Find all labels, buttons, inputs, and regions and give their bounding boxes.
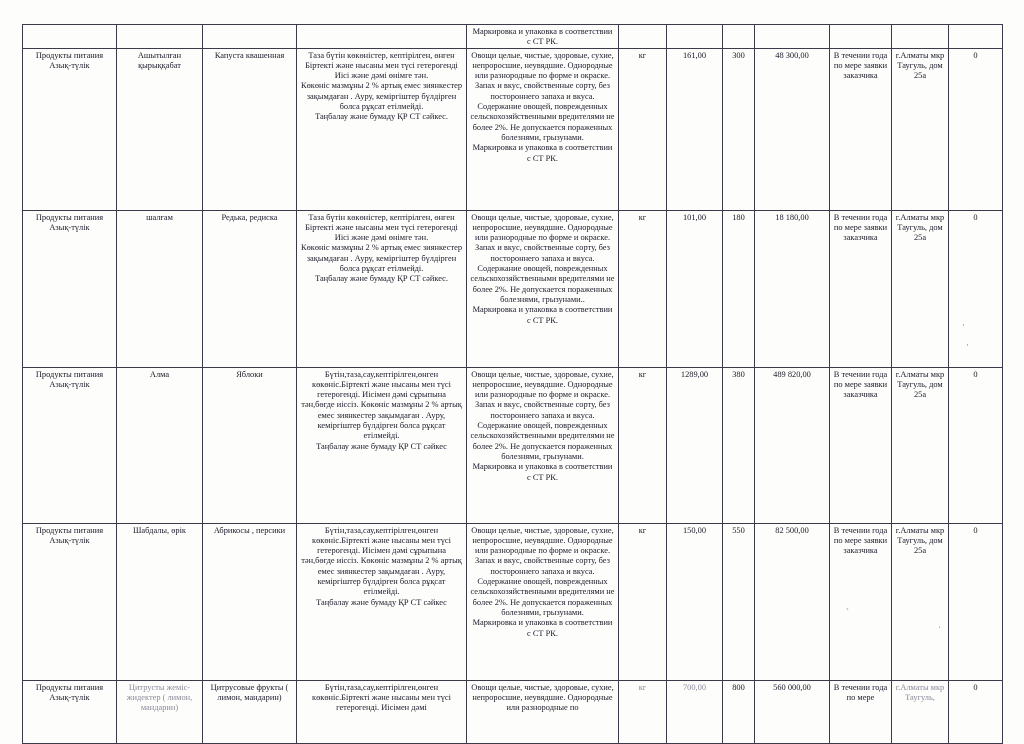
name-ru-cell: Яблоки <box>203 367 297 523</box>
unit-cell: кг <box>619 210 667 367</box>
description-ru-cell: Овощи целые, чистые, здоровые, сухие, непроросшие, неувядшие. Однородные или разнородные по форме и окраске. Запах и вкус, свойственные сорту, без постороннего запаха и вкуса. Содержание овощей, поврежденных сельскохозяйственными вредителями не более 2%. Не допускается пораженных болезнями, грызунами. Маркировка и упаковка в соответствии с СТ РК. <box>467 523 619 680</box>
name-kz-cell: Шабдалы, өрік <box>117 523 203 680</box>
sum-cell: 48 300,00 <box>755 48 830 210</box>
price-cell: 700,00 <box>667 680 723 743</box>
description-kz-cell: Бүтін,таза,сау,кептірілген,өнген көкөніс.Біртекті және нысаны мен түсі гетерогенді. Иісімен дәмі сұрыпына тән,бөгде иіссіз. Көкөніс мазмұны 2 % артық емес зиянкестер зақымдаған . Ауру, кеміргіштер бүлдірген болса рұқсат етілмейді. Таңбалау және бумаду ҚР СТ сәйкес <box>297 523 467 680</box>
name-ru-cell: Капуста квашенная <box>203 48 297 210</box>
description-kz-cell: Таза бүтін көкөністер, кептірілген, өнген Біртекті және нысаны мен түсі гетерогенді Иісі және дәмі өнімге тән. Көкөніс мазмұны 2 % артық емес зиянкестер зақымдаған . Ауру, кеміргіштер бүлдірген болса рұқсат етілмейді. Таңбалау және бумаду ҚР СТ сәйкес. <box>297 48 467 210</box>
description-kz-cell: Таза бүтін көкөністер, кептірілген, өнген Біртекті және нысаны мен түсі гетерогенді Иісі және дәмі өнімге тән. Көкөніс мазмұны 2 % артық емес зиянкестер зақымдаған . Ауру, кеміргіштер бүлдірген болса рұқсат етілмейді. Таңбалау және бумаду ҚР СТ сәйкес. <box>297 210 467 367</box>
advance-cell: 0 <box>949 210 1003 367</box>
scan-speck: ˎ <box>846 600 849 610</box>
advance-cell: 0 <box>949 367 1003 523</box>
category-cell: Продукты питания Азық-түлік <box>23 367 117 523</box>
price-cell: 1289,00 <box>667 367 723 523</box>
delivery-term-cell: В течении года по мере заявки заказчика <box>830 367 892 523</box>
advance-cell: 0 <box>949 523 1003 680</box>
delivery-term-cell: В течении года по мере заявки заказчика <box>830 48 892 210</box>
scan-speck: · <box>962 320 965 330</box>
name-kz-cell <box>117 25 203 49</box>
price-cell: 161,00 <box>667 48 723 210</box>
description-ru-cell: Маркировка и упаковка в соответствии с СТ РК. <box>467 25 619 49</box>
category-cell: Продукты питания Азық-түлік <box>23 523 117 680</box>
sum-cell: 18 180,00 <box>755 210 830 367</box>
description-kz-cell: Бүтін,таза,сау,кептірілген,өнген көкөніс.Біртекті және нысаны мен түсі гетерогенді. Иісімен дәмі <box>297 680 467 743</box>
description-ru-cell: Овощи целые, чистые, здоровые, сухие, непроросшие, неувядшие. Однородные или разнородные по форме и окраске. Запах и вкус, свойственные сорту, без постороннего запаха и вкуса. Содержание овощей, поврежденных сельскохозяйственными вредителями не более 2%. Не допускается пораженных болезнями, грызунами. Маркировка и упаковка в соответствии с СТ РК. <box>467 48 619 210</box>
table-row <box>23 523 1003 680</box>
table-row <box>23 367 1003 523</box>
quantity-cell: 180 <box>723 210 755 367</box>
sum-cell: 489 820,00 <box>755 367 830 523</box>
name-kz-cell: шалғам <box>117 210 203 367</box>
delivery-place-cell: г.Алматы мкр Таугуль, дом 25а <box>892 367 949 523</box>
advance-cell: 0 <box>949 680 1003 743</box>
description-ru-cell: Овощи целые, чистые, здоровые, сухие, непроросшие, неувядшие. Однородные или разнородные по <box>467 680 619 743</box>
unit-cell: кг <box>619 367 667 523</box>
delivery-place-cell: г.Алматы мкр Таугуль, <box>892 680 949 743</box>
table-row <box>23 25 1003 49</box>
delivery-term-cell: В течении года по мере заявки заказчика <box>830 210 892 367</box>
sum-cell <box>755 25 830 49</box>
quantity-cell <box>723 25 755 49</box>
name-ru-cell: Редька, редиска <box>203 210 297 367</box>
delivery-place-cell: г.Алматы мкр Таугуль, дом 25а <box>892 48 949 210</box>
unit-cell: кг <box>619 48 667 210</box>
name-ru-cell <box>203 25 297 49</box>
category-cell: Продукты питания Азық-түлік <box>23 48 117 210</box>
price-cell: 150,00 <box>667 523 723 680</box>
description-ru-cell: Овощи целые, чистые, здоровые, сухие, непроросшие, неувядшие. Однородные или разнородные по форме и окраске. Запах и вкус, свойственные сорту, без постороннего запаха и вкуса. Содержание овощей, поврежденных сельскохозяйственными вредителями не более 2%. Не допускается пораженных болезнями, грызунами. Маркировка и упаковка в соответствии с СТ РК. <box>467 367 619 523</box>
advance-cell <box>949 25 1003 49</box>
category-cell: Продукты питания Азық-түлік <box>23 680 117 743</box>
sum-cell: 82 500,00 <box>755 523 830 680</box>
scan-speck: ˌ <box>938 618 941 628</box>
category-cell <box>23 25 117 49</box>
name-ru-cell: Цитрусовые фрукты ( лимон, мандарин) <box>203 680 297 743</box>
price-cell <box>667 25 723 49</box>
delivery-term-cell: В течении года по мере заявки заказчика <box>830 523 892 680</box>
table-row <box>23 48 1003 210</box>
name-kz-cell: Ашытылған қырыққабат <box>117 48 203 210</box>
unit-cell: кг <box>619 680 667 743</box>
quantity-cell: 300 <box>723 48 755 210</box>
quantity-cell: 550 <box>723 523 755 680</box>
description-kz-cell <box>297 25 467 49</box>
quantity-cell: 380 <box>723 367 755 523</box>
sum-cell: 560 000,00 <box>755 680 830 743</box>
category-cell: Продукты питания Азық-түлік <box>23 210 117 367</box>
scan-speck: · <box>966 340 969 350</box>
unit-cell <box>619 25 667 49</box>
procurement-table <box>22 24 1003 744</box>
table-row <box>23 680 1003 743</box>
unit-cell: кг <box>619 523 667 680</box>
table-row <box>23 210 1003 367</box>
delivery-term-cell <box>830 25 892 49</box>
name-kz-cell: Алма <box>117 367 203 523</box>
name-kz-cell: Цитрусты жеміс-жидектер ( лимон, мандарин) <box>117 680 203 743</box>
name-ru-cell: Абрикосы , персики <box>203 523 297 680</box>
description-ru-cell: Овощи целые, чистые, здоровые, сухие, непроросшие, неувядшие. Однородные или разнородные по форме и окраске. Запах и вкус, свойственные сорту, без постороннего запаха и вкуса. Содержание овощей, поврежденных сельскохозяйственными вредителями не более 2%. Не допускается пораженных болезнями, грызунами.. Маркировка и упаковка в соответствии с СТ РК. <box>467 210 619 367</box>
price-cell: 101,00 <box>667 210 723 367</box>
advance-cell: 0 <box>949 48 1003 210</box>
delivery-term-cell: В течении года по мере <box>830 680 892 743</box>
delivery-place-cell: г.Алматы мкр Таугуль, дом 25а <box>892 523 949 680</box>
delivery-place-cell: г.Алматы мкр Таугуль, дом 25а <box>892 210 949 367</box>
description-kz-cell: Бүтін,таза,сау,кептірілген,өнген көкөніс.Біртекті және нысаны мен түсі гетерогенді. Иісімен дәмі сұрыпына тән,бөгде иіссіз. Көкөніс мазмұны 2 % артық емес зиянкестер зақымдаған . Ауру, кеміргіштер бүлдірген болса рұқсат етілмейді. Таңбалау және бумаду ҚР СТ сәйкес <box>297 367 467 523</box>
delivery-place-cell <box>892 25 949 49</box>
quantity-cell: 800 <box>723 680 755 743</box>
